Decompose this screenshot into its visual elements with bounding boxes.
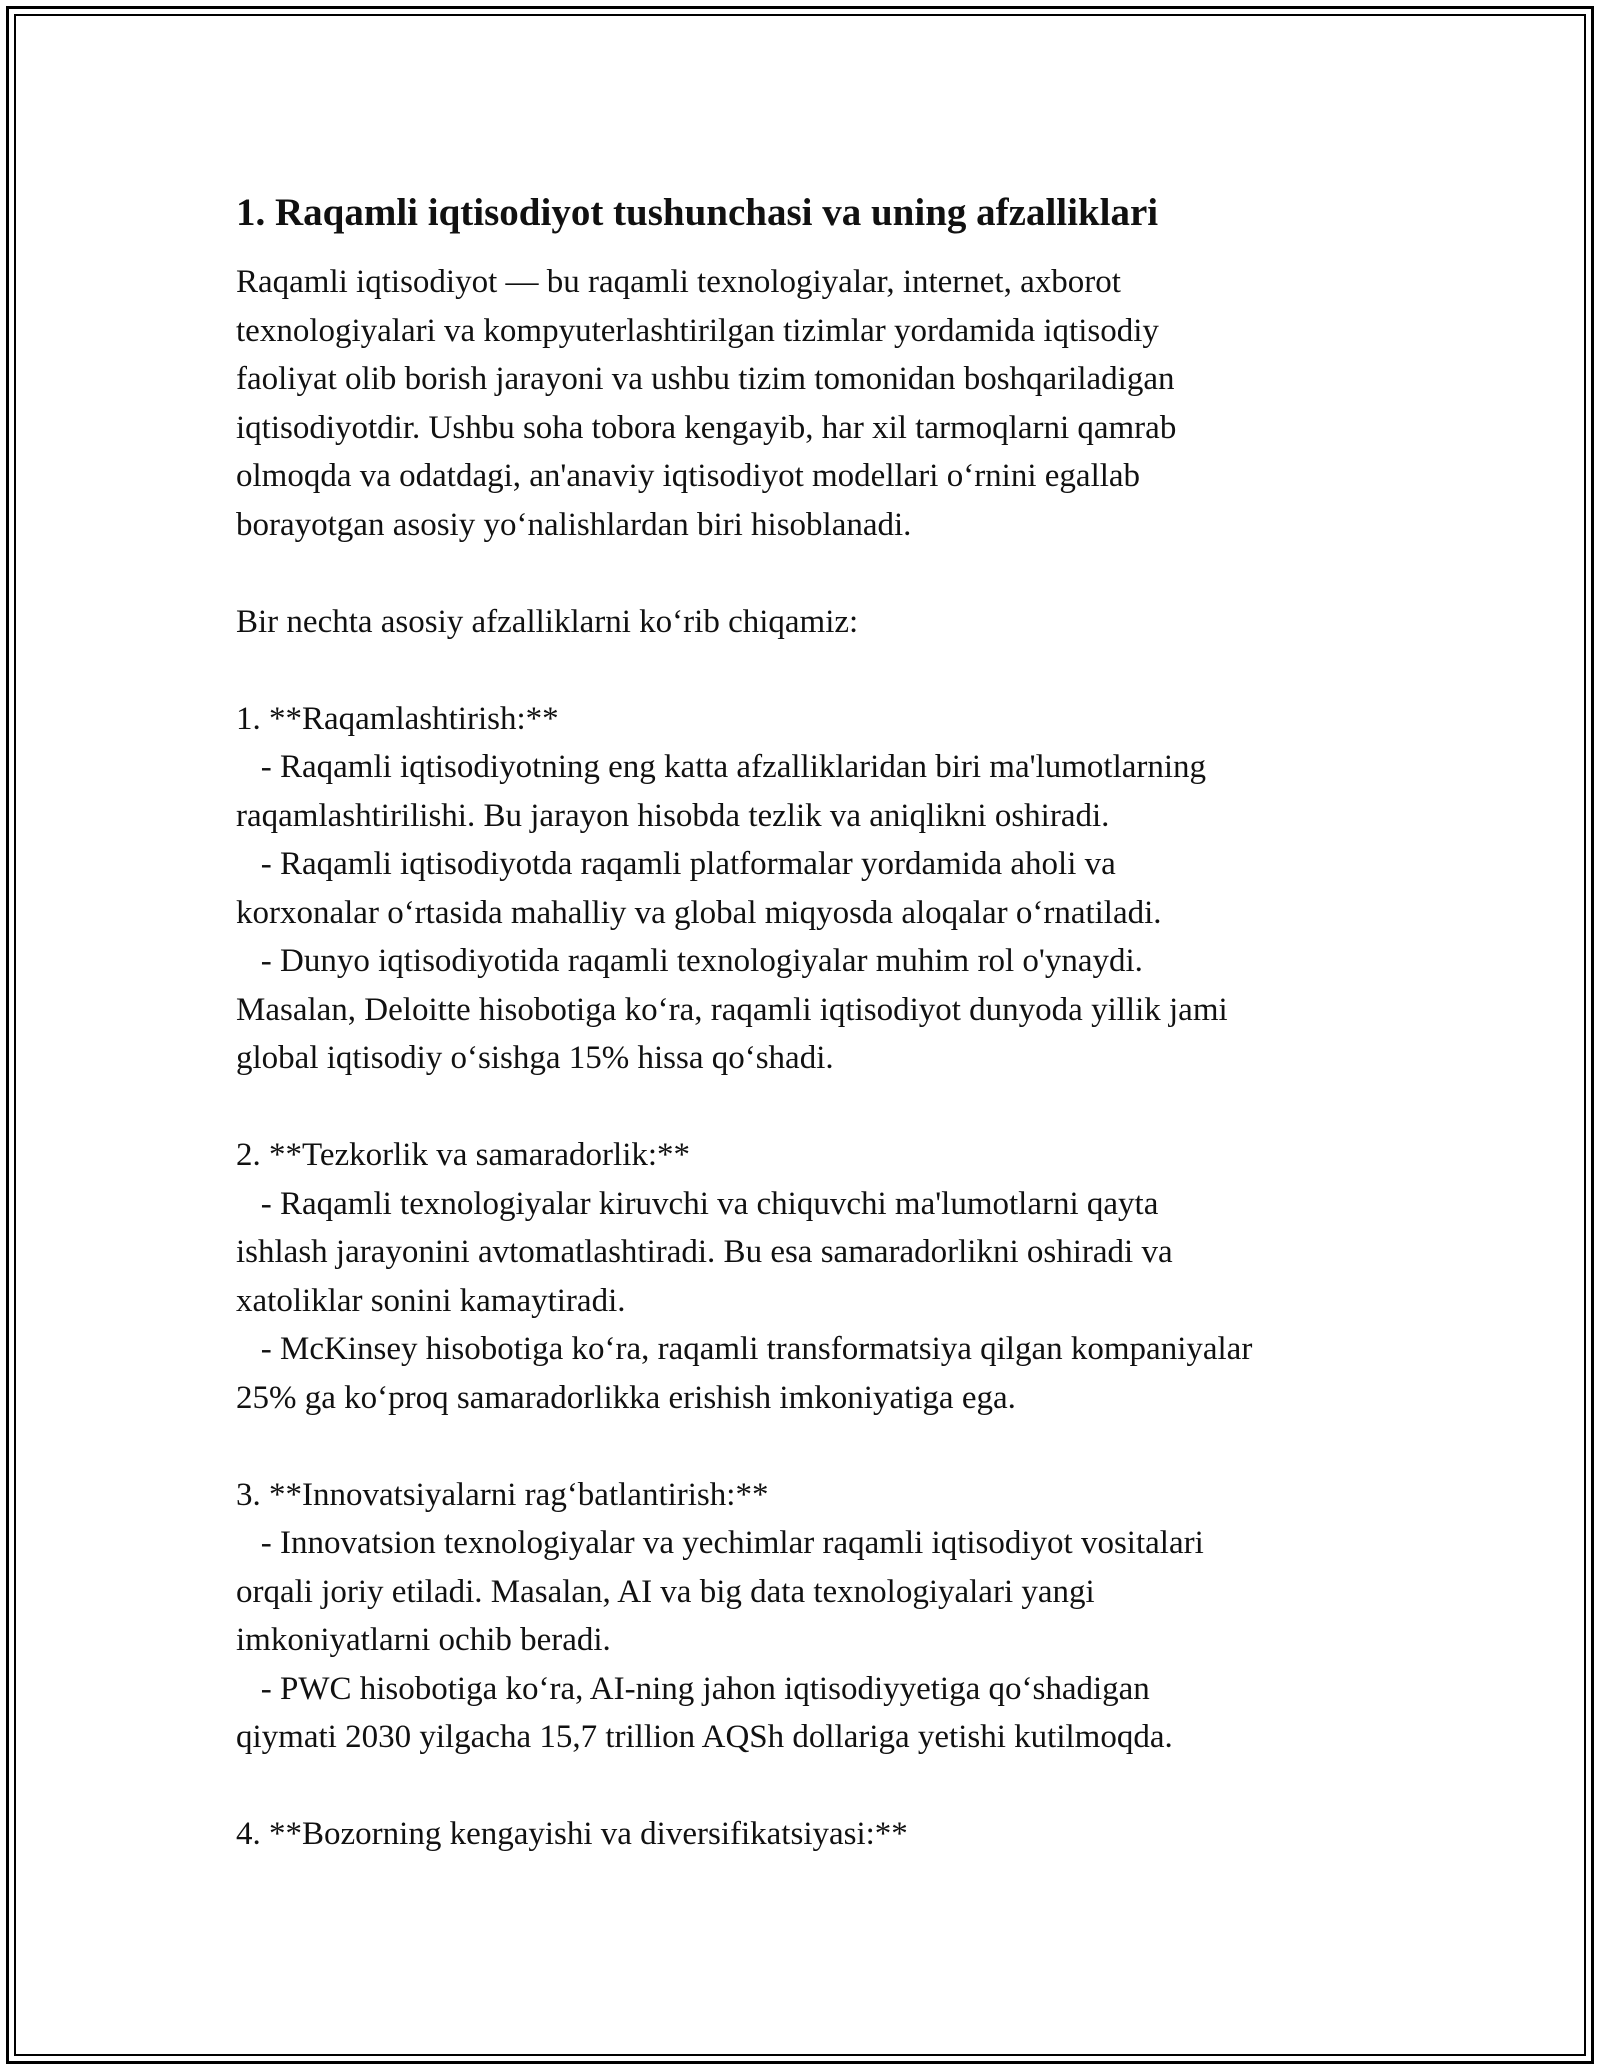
text-line: olmoqda va odatdagi, an'anaviy iqtisodiyot modellari o‘rnini egallab bbox=[236, 458, 1141, 494]
text-line: texnologiyalari va kompyuterlashtirilgan tizimlar yordamida iqtisodiy bbox=[236, 312, 1159, 349]
text-line: iqtisodiyotdir. Ushbu soha tobora kengayib, har xil tarmoqlarni qamrab bbox=[236, 409, 1177, 446]
text-line: korxonalar o‘rtasida mahalliy va global miqyosda aloqalar o‘rnatiladi. bbox=[236, 894, 1162, 931]
text-line: - Innovatsion texnologiyalar va yechimlar raqamli iqtisodiyot vositalari bbox=[236, 1525, 1204, 1561]
section-heading: 4. **Bozorning kengayishi va diversifikatsiyasi:** bbox=[236, 1816, 908, 1852]
document-text bbox=[236, 258, 1376, 1859]
blank-line bbox=[236, 1083, 1376, 1132]
text-line: Masalan, Deloitte hisobotiga ko‘ra, raqamli iqtisodiyot dunyoda yillik jami bbox=[236, 991, 1228, 1028]
text-line: raqamlashtirilishi. Bu jarayon hisobda tezlik va aniqlikni oshiradi. bbox=[236, 797, 1110, 834]
text-line: faoliyat olib borish jarayoni va ushbu tizim tomonidan boshqariladigan bbox=[236, 361, 1175, 397]
text-line: 25% ga ko‘proq samaradorlikka erishish imkoniyatiga ega. bbox=[236, 1379, 1016, 1416]
text-line: imkoniyatlarni ochib beradi. bbox=[236, 1622, 611, 1658]
section-heading: 3. **Innovatsiyalarni rag‘batlantirish:** bbox=[236, 1476, 769, 1513]
document-body bbox=[236, 186, 1376, 1859]
section-heading: 1. **Raqamlashtirish:** bbox=[236, 700, 559, 737]
blank-line bbox=[236, 646, 1376, 695]
text-line: global iqtisodiy o‘sishga 15% hissa qo‘shadi. bbox=[236, 1040, 834, 1076]
text-line: - Raqamli iqtisodiyotning eng katta afzalliklaridan biri ma'lumotlarning bbox=[236, 749, 1207, 785]
blank-line bbox=[236, 1762, 1376, 1811]
text-line: orqali joriy etiladi. Masalan, AI va big data texnologiyalari yangi bbox=[236, 1573, 1095, 1610]
text-line: - McKinsey hisobotiga ko‘ra, raqamli transformatsiya qilgan kompaniyalar bbox=[236, 1331, 1253, 1367]
section-heading: 2. **Tezkorlik va samaradorlik:** bbox=[236, 1137, 691, 1173]
text-line: borayotgan asosiy yo‘nalishlardan biri hisoblanadi. bbox=[236, 506, 912, 543]
text-line: - Raqamli iqtisodiyotda raqamli platformalar yordamida aholi va bbox=[236, 846, 1116, 882]
text-line: - PWC hisobotiga ko‘ra, AI-ning jahon iqtisodiyyetiga qo‘shadigan bbox=[236, 1670, 1150, 1707]
text-line: Bir nechta asosiy afzalliklarni ko‘rib chiqamiz: bbox=[236, 603, 859, 640]
text-line: - Raqamli texnologiyalar kiruvchi va chiquvchi ma'lumotlarni qayta bbox=[236, 1185, 1159, 1222]
blank-line bbox=[236, 1422, 1376, 1471]
text-line: Raqamli iqtisodiyot — bu raqamli texnologiyalar, internet, axborot bbox=[236, 264, 1121, 300]
blank-line bbox=[236, 549, 1376, 598]
text-line: - Dunyo iqtisodiyotida raqamli texnologiyalar muhim rol o'ynaydi. bbox=[236, 943, 1143, 979]
text-line: xatoliklar sonini kamaytiradi. bbox=[236, 1282, 626, 1319]
document-title: 1. Raqamli iqtisodiyot tushunchasi va uning afzalliklari bbox=[236, 191, 1159, 234]
text-line: qiymati 2030 yilgacha 15,7 trillion AQSh dollariga yetishi kutilmoqda. bbox=[236, 1719, 1173, 1755]
text-line: ishlash jarayonini avtomatlashtiradi. Bu esa samaradorlikni oshiradi va bbox=[236, 1234, 1173, 1270]
